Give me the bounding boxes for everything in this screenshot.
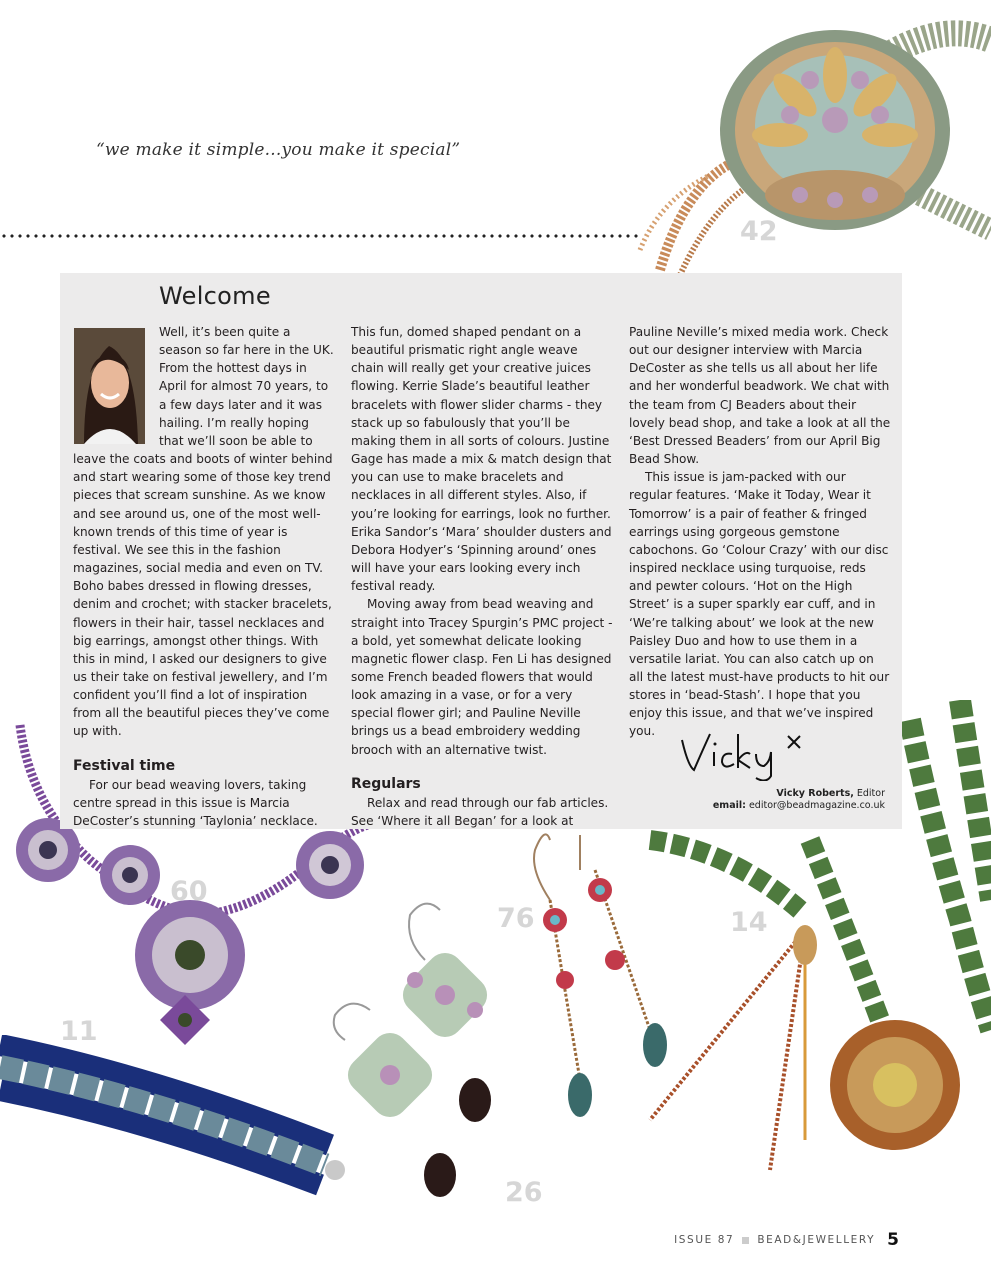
paragraph: Well, it’s been quite a season so far here in the UK. From the hottest days in April for almost 70 years, to a few days later and it was hailing. I’m really hoping that we’ll soon be able to leave the coats and boots of winter behind and start wearing some of those key trend pieces that scream sunshine. As we know and see around us, one of the most well-known trends of this time of year is festival. We see this in the fashion magazines, social media and even on TV. Boho babes dressed in flowing dresses, denim and crochet; with stacker bracelets, flowers in their hair, tassel necklaces and big earrings, amongst other things. With this in mind, I asked our designers to give us their take on festival jewellery, and I’m confident you’ll find a lot of inspiration from all the beautiful pieces they’ve come up with. [73,325,334,739]
article-column-3 [629,323,891,741]
paragraph: Moving away from bead weaving and straight into Tracey Spurgin’s PMC project - a bold, yet somewhat delicate looking magnetic flower clasp. Fen Li has designed some French beaded flowers that would look amazing in a vase, or for a very special flower girl; and Pauline Neville brings us a bead embroidery wedding brooch with an alternative twist. [351,597,613,757]
paragraph: Pauline Neville’s mixed media work. Check out our designer interview with Marcia DeCoster as she tells us all about her life and her wonderful beadwork. We chat with the team from CJ Beaders about their lovely bead shop, and take a look at all the ‘Best Dressed Beaders’ from our April Big Bead Show. [629,325,891,467]
editor-name: Vicky Roberts, [776,788,854,799]
photo-page-number: 11 [60,1016,98,1047]
beaded-pendant-photo [620,0,991,275]
article-column-2 [351,323,613,830]
blue-bracelet-photo [0,1035,355,1200]
page-title: Welcome [159,282,271,310]
photo-page-number: 76 [497,903,535,934]
page-number: 5 [887,1230,899,1250]
photo-page-number: 60 [170,876,208,907]
section-heading: Festival time [73,757,176,774]
photo-page-number: 14 [730,907,768,938]
paragraph: This fun, domed shaped pendant on a beautiful prismatic right angle weave chain will really get your creative juices flowing. Kerrie Slade’s beautiful leather bracelets with flower slider charms - they stack up so fabulously that you’ll be making them in all sorts of colours. Justine Gage has made a mix & match design that you can use to make bracelets and necklaces in all different styles. Also, if you’re looking for earrings, look no further. Erika Sandor’s ‘Mara’ shoulder dusters and Debora Hodyer’s ‘Spinning around’ ones will have your ears looking every inch festival ready. [351,325,612,594]
editor-email-link[interactable]: editor@beadmagazine.co.uk [745,800,885,811]
magazine-name: BEAD&JEWELLERY [757,1234,876,1246]
photo-page-number: 42 [740,216,778,247]
tagline: “we make it simple...you make it special” [96,140,461,160]
dotted-divider [0,233,640,239]
paragraph: Relax and read through our fab articles. See ‘Where it all Began’ for a look at [351,795,609,828]
page-footer [674,1230,899,1250]
photo-page-number: 26 [505,1177,543,1208]
separator-square-icon [742,1237,749,1244]
paragraph: This issue is jam-packed with our regular features. ‘Make it Today, Wear it Tomorrow’ is a pair of feather & fringed earrings using gorgeous gemstone cabochons. Go ‘Colour Crazy’ with our disc inspired necklace using turquoise, reds and pewter colours. ‘Hot on the High Street’ is a super sparkly ear cuff, and in ‘We’re talking about’ we look at the new Paisley Duo and how to use them in a versatile lariat. You can also catch up on all the latest must-have products to hit our stores in ‘bead-Stash’. I hope that you enjoy this issue, and that we’ve inspired you. [629,470,890,739]
editor-signature [676,726,826,781]
editor-role: Editor [853,788,885,799]
section-heading: Regulars [351,775,421,792]
email-label: email: [712,800,746,811]
issue-number: ISSUE 87 [674,1234,735,1246]
cluster-earrings-photo [330,900,530,1200]
paragraph: For our bead weaving lovers, taking centre spread in this issue is Marcia DeCoster’s stunning ‘Taylonia’ necklace. [73,777,318,828]
editor-signoff [713,788,885,812]
article-column-1 [73,323,335,830]
